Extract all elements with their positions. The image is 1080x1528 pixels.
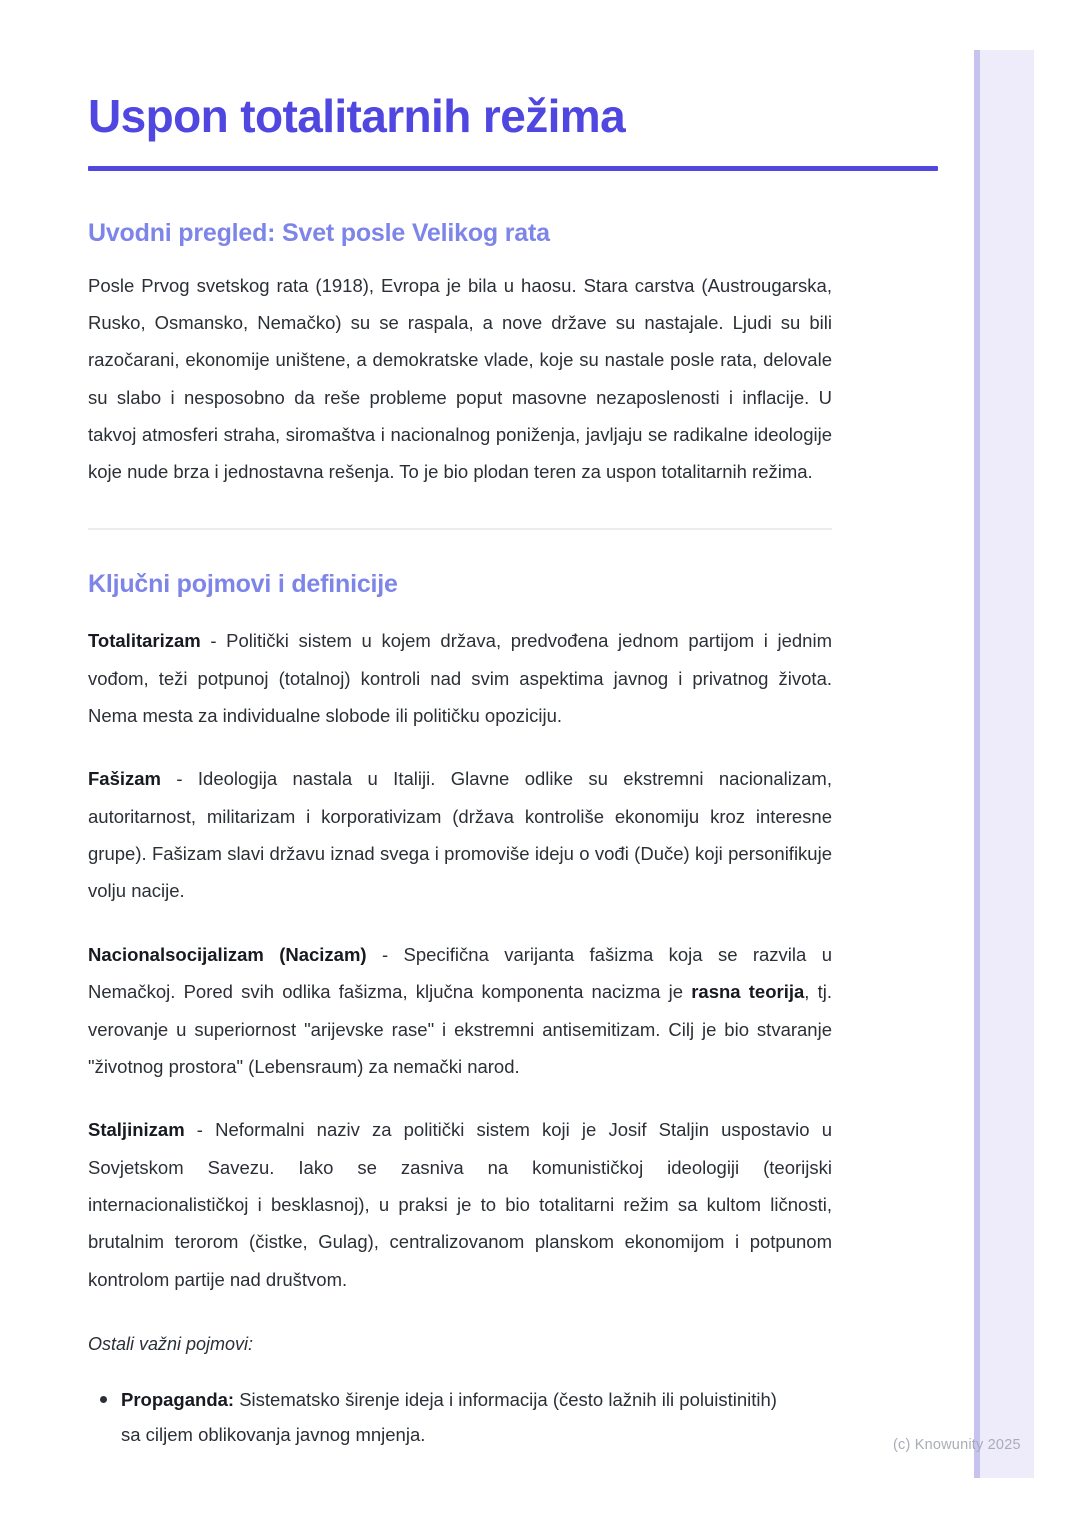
bullet-text-propaganda: Sistematsko širenje ideja i informacija (često lažnih ili poluistinitih) sa ciljem oblikovanja javnog mnjenja. [121, 1388, 777, 1446]
copyright-watermark: (c) Knowunity 2025 [893, 1437, 1021, 1453]
term-dash-fasizam: - [161, 768, 198, 790]
list-item [88, 1382, 778, 1453]
other-terms-subheading: Ostali važni pojmovi: [88, 1334, 254, 1355]
term-text-totalitarizam: Politički sistem u kojem država, predvođena jednom partijom i jednim vođom, teži potpunoj (totalnoj) kontroli nad svim aspektima javnog i privatnog života. Nema mesta za individualne slobode ili političku opoziciju. [88, 630, 832, 726]
document-page [88, 0, 938, 1528]
term-definition-staljinizam [88, 1111, 832, 1298]
term-emphasis-rasna-teorija: rasna teorija [691, 981, 805, 1003]
page-title: Uspon totalitarnih režima [88, 90, 626, 142]
other-terms-list [88, 1382, 778, 1453]
term-label-totalitarizam: Totalitarizam [88, 630, 201, 652]
title-underline-rule [88, 166, 938, 171]
section-heading-intro: Uvodni pregled: Svet posle Velikog rata [88, 219, 550, 248]
term-definition-fasizam [88, 760, 832, 909]
intro-section-body [88, 267, 832, 491]
term-text-nacionalsocijalizam-part1: Specifična varijanta fašizma koja se razvila u Nemačkoj. Pored svih odlika fašizma, ključna komponenta nacizma je [88, 943, 832, 1003]
term-label-staljinizam: Staljinizam [88, 1119, 185, 1141]
right-decorative-strip [974, 50, 1034, 1478]
section-heading-key-terms: Ključni pojmovi i definicije [88, 569, 398, 598]
term-label-fasizam: Fašizam [88, 768, 162, 790]
bullet-dot-icon [100, 1396, 107, 1403]
intro-paragraph: Posle Prvog svetskog rata (1918), Evropa je bila u haosu. Stara carstva (Austrougarska, Rusko, Osmansko, Nemačko) su se raspala, a nove države su nastajale. Ljudi su bili razočarani, ekonomije uništene, a demokratske vlade, koje su nastale posle rata, delovale su slabo i nesposobno da reše probleme poput masovne nezaposlenosti i inflacije. U takvoj atmosferi straha, siromaštva i nacionalnog poniženja, javljaju se radikalne ideologije koje nude brza i jednostavna rešenja. To je bio plodan teren za uspon totalitarnih režima. [88, 274, 832, 483]
section-divider [88, 528, 832, 530]
bullet-term-propaganda: Propaganda: [121, 1388, 235, 1410]
term-label-nacionalsocijalizam: Nacionalsocijalizam (Nacizam) [88, 943, 367, 965]
term-text-fasizam: Ideologija nastala u Italiji. Glavne odlike su ekstremni nacionalizam, autoritarnost, militarizam i korporativizam (država kontroliše ekonomiju kroz interesne grupe). Fašizam slavi državu iznad svega i promoviše ideju o vođi (Duče) koji personifikuje volju nacije. [88, 768, 832, 902]
term-dash-totalitarizam: - [200, 630, 227, 652]
term-definition-totalitarizam [88, 622, 832, 734]
term-text-nacionalsocijalizam-part2: , tj. verovanje u superiornost "arijevske rase" i ekstremni antisemitizam. Cilj je bio stvaranje "životnog prostora" (Lebensraum) za nemački narod. [88, 981, 833, 1077]
term-text-staljinizam: Neformalni naziv za politički sistem koji je Josif Staljin uspostavio u Sovjetskom Savezu. Iako se zasniva na komunističkoj ideologiji (teorijski internacionalističkoj i besklasnoj), u praksi je to bio totalitarni režim sa kultom ličnosti, brutalnim terorom (čistke, Gulag), centralizovanom planskom ekonomijom i potpunom kontrolom partije nad društvom. [88, 1119, 832, 1290]
term-definition-nacionalsocijalizam [88, 936, 832, 1085]
term-dash-staljinizam: - [184, 1119, 216, 1141]
term-dash-nacionalsocijalizam: - [366, 943, 404, 965]
key-terms-body [88, 622, 832, 1452]
